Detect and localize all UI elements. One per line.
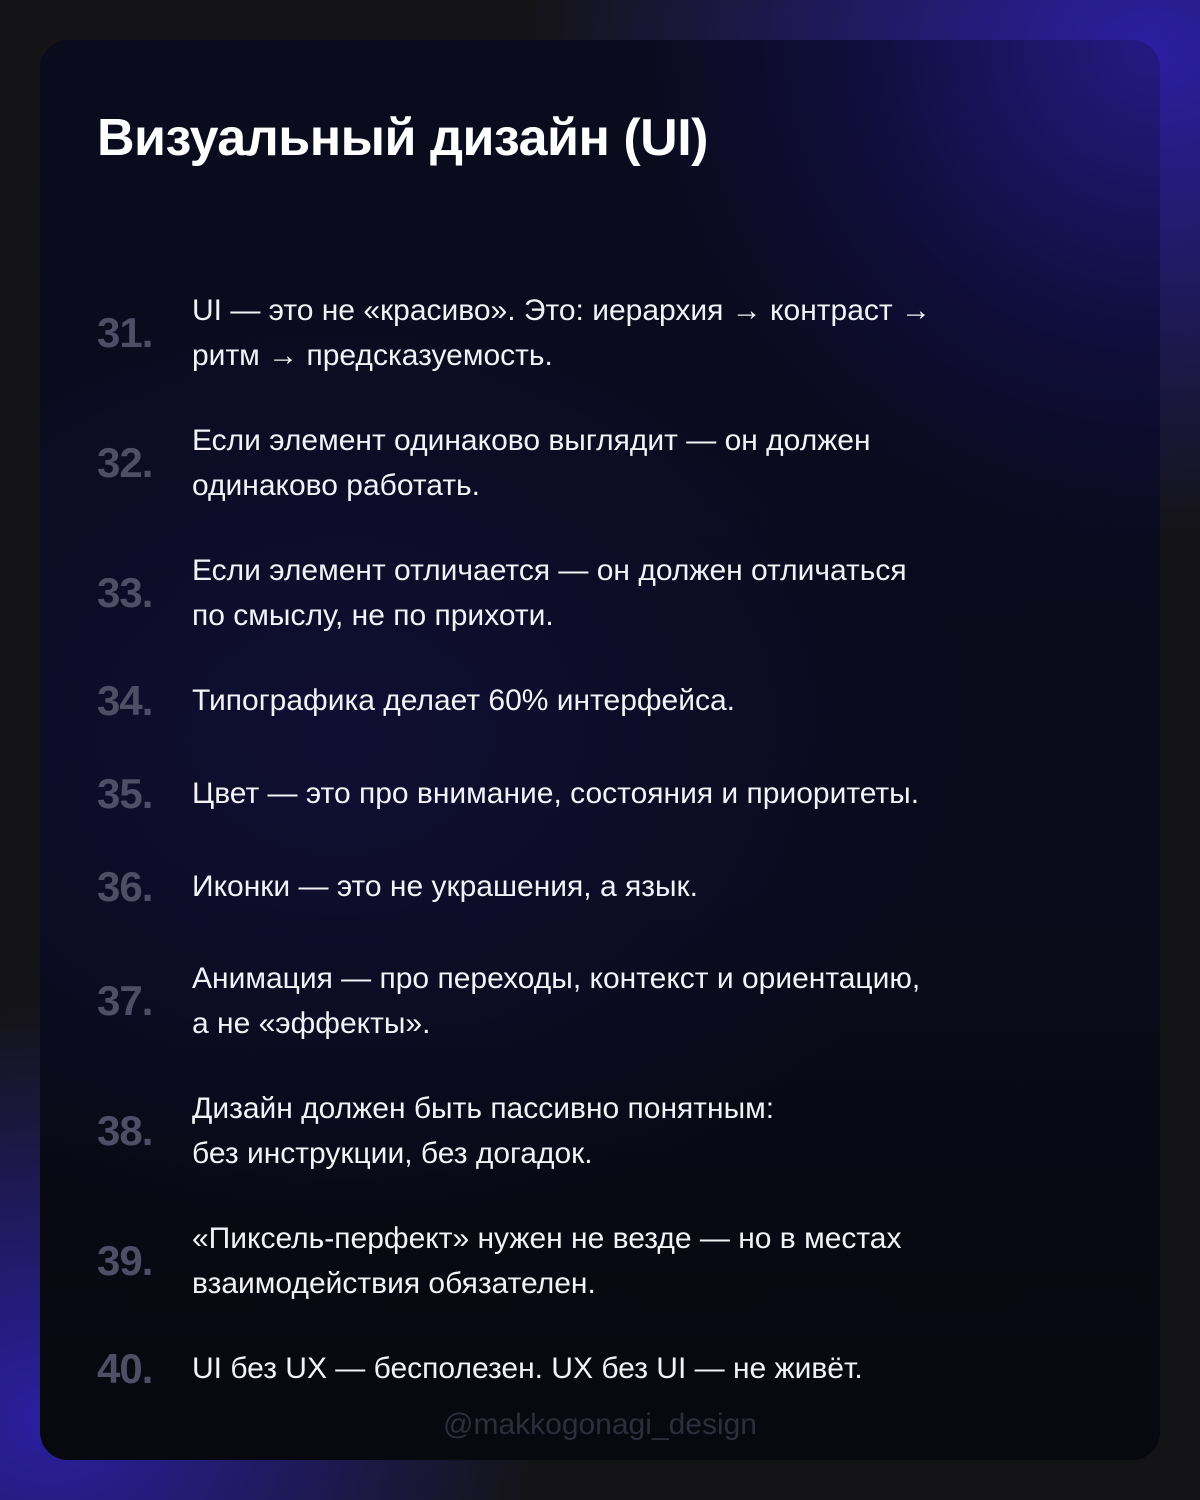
list-item: [97, 678, 1057, 723]
list-item: [97, 1346, 1057, 1391]
list-item: [97, 418, 1057, 508]
rules-list: [40, 40, 1160, 1460]
item-number: 32.: [97, 439, 153, 486]
item-number: 35.: [97, 769, 153, 817]
list-item: [97, 771, 1057, 816]
page-title: Визуальный дизайн (UI): [97, 109, 708, 167]
list-item: [97, 1086, 1057, 1176]
item-text: Типографика делает 60% интерфейса.: [192, 684, 736, 717]
item-number: 36.: [97, 862, 153, 910]
list-item: [97, 288, 1057, 378]
list-item: [97, 1216, 1057, 1306]
list-item: [97, 548, 1057, 638]
item-number: 40.: [97, 1344, 153, 1392]
item-text: Если элемент одинаково выглядит — он должен одинаково работать.: [192, 424, 871, 502]
item-text: «Пиксель-перфект» нужен не везде — но в местах взаимодействия обязателен.: [192, 1222, 902, 1300]
list-item: [97, 956, 1057, 1046]
card: [40, 40, 1160, 1460]
item-number: 34.: [97, 676, 153, 724]
list-item: [97, 864, 1057, 909]
item-text: UI без UX — бесполезен. UX без UI — не живёт.: [192, 1352, 863, 1385]
item-text: Если элемент отличается — он должен отличаться по смыслу, не по прихоти.: [192, 554, 907, 632]
item-text: Анимация — про переходы, контекст и ориентацию, а не «эффекты».: [192, 962, 921, 1040]
item-number: 38.: [97, 1107, 153, 1154]
item-number: 31.: [97, 309, 153, 356]
item-text: UI — это не «красиво». Это: иерархия → контраст → ритм → предсказуемость.: [192, 294, 931, 372]
item-text: Дизайн должен быть пассивно понятным: без инструкции, без догадок.: [192, 1092, 775, 1170]
item-text: Иконки — это не украшения, а язык.: [192, 870, 699, 903]
item-number: 33.: [97, 569, 153, 616]
item-text: Цвет — это про внимание, состояния и приоритеты.: [192, 777, 920, 810]
author-watermark: @makkogonagi_design: [443, 1408, 757, 1441]
item-number: 39.: [97, 1237, 153, 1284]
item-number: 37.: [97, 977, 153, 1024]
